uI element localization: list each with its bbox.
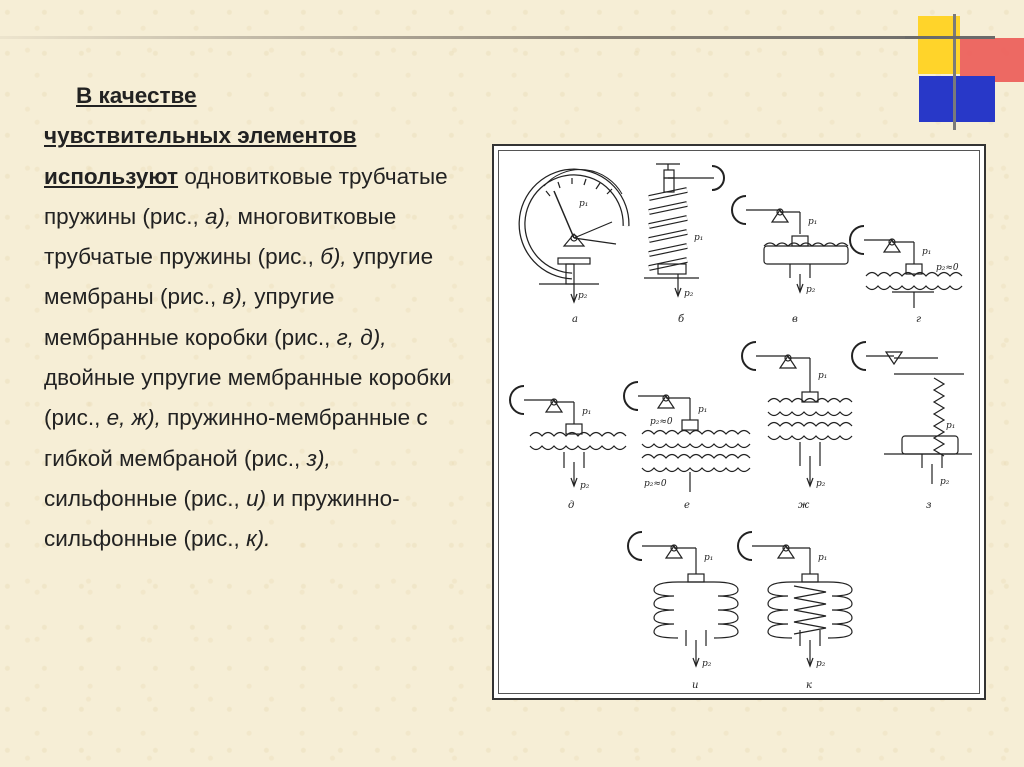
sensing-elements-figure	[492, 144, 986, 700]
decor-blue-square	[919, 76, 995, 122]
header-rule	[0, 36, 985, 39]
fig-ref: з),	[306, 445, 331, 471]
label-z: з	[926, 500, 932, 511]
fig-ref: е, ж),	[106, 405, 161, 431]
label-d: д	[568, 500, 575, 511]
p2-zero-label: p₂≈0	[936, 263, 959, 273]
diagram-zh	[742, 342, 852, 511]
diagram-v	[732, 196, 848, 325]
p1-label: p₁	[818, 553, 828, 563]
diagram-d	[510, 386, 626, 511]
p2-label: p₂	[940, 477, 950, 487]
diagram-e	[624, 382, 750, 511]
p1-label: p₁	[579, 199, 589, 209]
paragraph	[44, 164, 452, 552]
p1-label: p₁	[694, 233, 704, 243]
label-zh: ж	[798, 500, 810, 511]
p2-label: p₂	[684, 289, 694, 299]
diagram-b	[644, 164, 724, 325]
fig-ref: б),	[320, 244, 347, 270]
diagram-k	[738, 532, 852, 691]
p2-label: p₂	[578, 291, 588, 301]
label-g: г	[916, 314, 922, 325]
p1-label: p₁	[698, 405, 708, 415]
text-run: сильфонные (рис.,	[44, 485, 247, 511]
figure-drawing	[494, 146, 988, 702]
p1-label: p₁	[582, 407, 592, 417]
p2-label: p₂	[580, 481, 590, 491]
p2-label: p₂	[816, 479, 826, 489]
text-run: и пружинно-сильфонные (рис.,	[44, 485, 400, 552]
lead-line-3: используют	[44, 163, 179, 189]
p1-label: p₁	[808, 217, 818, 227]
diagram-g	[850, 226, 962, 325]
p2-label: p₂	[806, 285, 816, 295]
text-run: пружинно-мембранные с гибкой мембраной (рис.,	[44, 405, 428, 471]
text-run: многовитковые трубчатые пружины (рис.,	[44, 203, 397, 270]
decor-vertical-line	[953, 14, 956, 130]
slide-body-text	[44, 76, 464, 560]
p1-label: p₁	[818, 371, 828, 381]
lead-line-1: В качестве	[76, 83, 197, 108]
text-run: двойные упругие мембранные коробки (рис.,	[44, 365, 452, 431]
fig-ref: г, д),	[336, 324, 387, 350]
diagram-i	[628, 532, 738, 691]
fig-ref: и)	[246, 485, 267, 511]
p2-label: p₂	[702, 659, 712, 669]
text-run: одновитковые трубчатые пружины (рис.,	[44, 163, 448, 229]
label-b: б	[678, 314, 685, 325]
diagram-a	[522, 170, 626, 325]
lead-line-2: чувствительных элементов	[44, 123, 357, 149]
fig-ref: а),	[205, 203, 232, 229]
p2-label: p₂	[816, 659, 826, 669]
text-run: упругие мембранные коробки (рис.,	[44, 284, 337, 350]
label-e: е	[684, 500, 690, 511]
p2-zero-label: p₂≈0	[650, 417, 673, 427]
p1-label: p₁	[922, 247, 932, 257]
label-i: и	[692, 680, 699, 691]
text-run: упругие мембраны (рис.,	[44, 244, 434, 310]
p2-zero-label: p₂≈0	[644, 479, 667, 489]
label-k: к	[806, 680, 812, 691]
label-a: а	[572, 314, 578, 325]
p1-label: p₁	[704, 553, 714, 563]
label-v: в	[792, 314, 798, 325]
decor-horizontal-line	[905, 36, 995, 39]
diagram-z	[852, 342, 972, 511]
fig-ref: в),	[222, 284, 249, 310]
p1-label: p₁	[946, 421, 956, 431]
fig-ref: к).	[246, 526, 271, 552]
